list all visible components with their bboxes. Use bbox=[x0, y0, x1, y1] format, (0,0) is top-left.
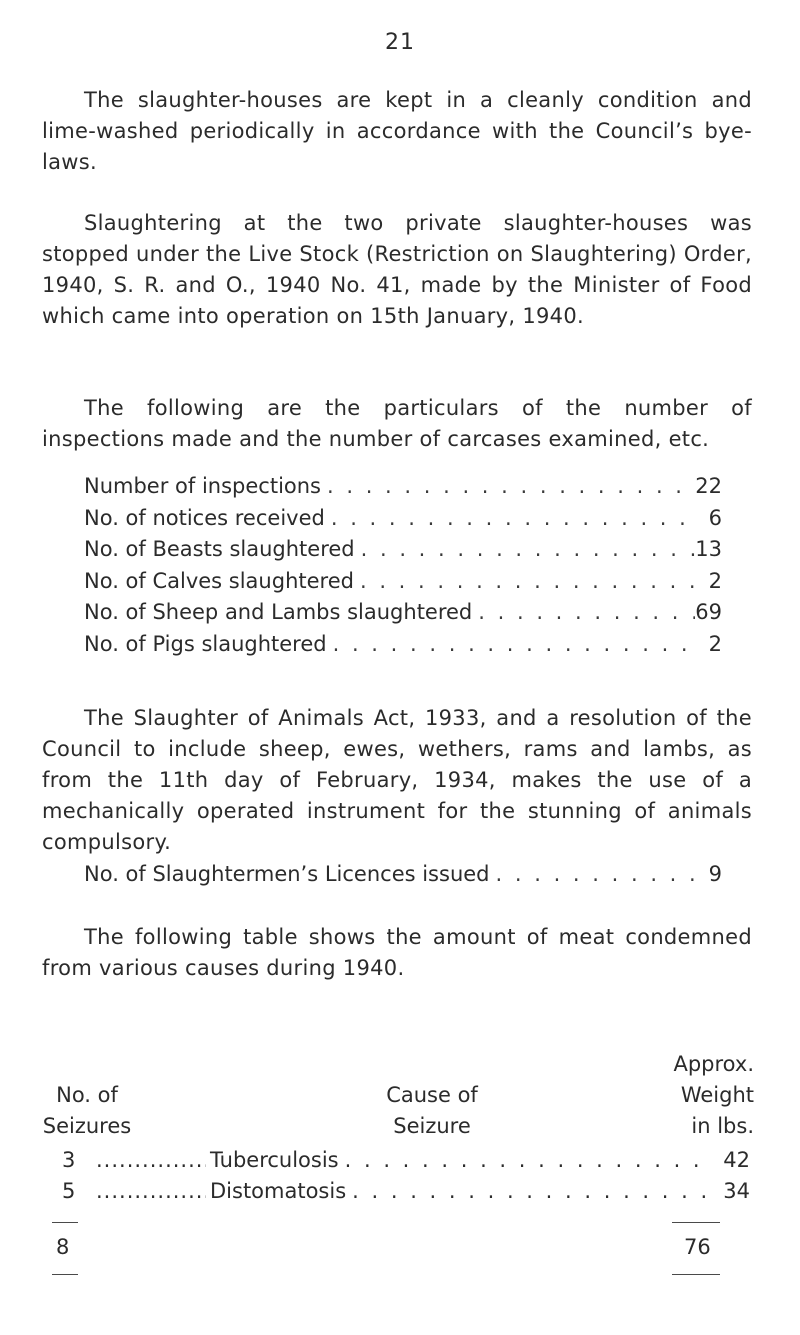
licences-value: 9 bbox=[708, 862, 722, 886]
dot-leader bbox=[355, 534, 696, 566]
dot-leader bbox=[84, 1145, 206, 1176]
stat-label: No. of Sheep and Lambs slaughtered bbox=[84, 600, 473, 624]
dot-leader bbox=[321, 471, 695, 503]
inspection-stats-list bbox=[84, 471, 722, 660]
header-text: No. of bbox=[56, 1083, 118, 1107]
table-row bbox=[42, 1176, 754, 1207]
header-text: Seizure bbox=[393, 1114, 471, 1138]
seizure-count: 5 bbox=[62, 1179, 76, 1203]
dot-leader bbox=[472, 597, 695, 629]
stat-label: No. of notices received bbox=[84, 505, 325, 530]
licences-label: No. of Slaughtermen’s Licences issued bbox=[84, 862, 490, 886]
header-seizures bbox=[42, 1080, 132, 1142]
dot-leader bbox=[339, 1145, 710, 1176]
page-number: 21 bbox=[385, 30, 415, 55]
licences-stat bbox=[84, 859, 722, 890]
stat-label: No. of Pigs slaughtered bbox=[84, 631, 327, 656]
stat-label: No. of Beasts slaughtered bbox=[84, 537, 355, 561]
paragraph-restriction-order: Slaughtering at the two private slaughter-houses was stopped under the Live Stock (Restriction on Slaughtering) Order, 1940, S. R. and O., 1940 No. 41, made by the Minister of Food which came into operation on 15th January, 1940. bbox=[42, 211, 752, 328]
stat-row-notices bbox=[84, 503, 722, 535]
seizure-table-header bbox=[42, 1049, 754, 1145]
dot-leader bbox=[490, 859, 696, 890]
stat-label: Number of inspections bbox=[84, 474, 321, 498]
paragraph-cleanliness: The slaughter-houses are kept in a cleanly condition and lime-washed periodically in accordance with the Council’s bye-laws. bbox=[42, 88, 752, 174]
paragraph-slaughter-act: The Slaughter of Animals Act, 1933, and a resolution of the Council to include sheep, ewes, wethers, rams and lambs, as from the 11th day of February, 1934, makes the use of a mechanically operated instrument for the stunning of animals compulsory. bbox=[42, 706, 752, 854]
stat-value: 13 bbox=[695, 537, 722, 561]
paragraph-table-intro: The following table shows the amount of meat condemned from various causes during 1940. bbox=[42, 925, 752, 980]
paragraph-inspections-intro: The following are the particulars of the number of inspections made and the number of carcases examined, etc. bbox=[42, 396, 752, 451]
stat-value: 6 bbox=[708, 505, 722, 530]
seizure-table bbox=[42, 1049, 754, 1207]
dot-leader bbox=[346, 1176, 710, 1207]
dot-leader bbox=[327, 629, 696, 661]
seizure-cause: Distomatosis bbox=[210, 1179, 347, 1203]
stat-value: 2 bbox=[708, 568, 722, 593]
total-weight: 76 bbox=[684, 1235, 711, 1259]
stat-row-sheep-lambs bbox=[84, 597, 722, 629]
stat-row-calves bbox=[84, 566, 722, 598]
total-rule-weight-bottom bbox=[672, 1274, 720, 1275]
header-text: Weight bbox=[680, 1083, 754, 1107]
header-weight bbox=[644, 1049, 754, 1142]
header-text: in lbs. bbox=[691, 1114, 754, 1138]
header-cause bbox=[342, 1080, 522, 1142]
dot-leader bbox=[325, 503, 696, 535]
stat-value: 22 bbox=[695, 474, 722, 498]
stat-value: 69 bbox=[695, 600, 722, 624]
total-rule-count-top bbox=[52, 1222, 78, 1223]
stat-row-pigs bbox=[84, 629, 722, 661]
stat-row-inspections bbox=[84, 471, 722, 503]
header-text: Cause of bbox=[386, 1083, 478, 1107]
dot-leader bbox=[84, 1176, 206, 1207]
seizure-count: 3 bbox=[62, 1148, 76, 1172]
seizure-weight: 42 bbox=[723, 1148, 750, 1172]
stat-row-beasts bbox=[84, 534, 722, 566]
stat-value: 2 bbox=[708, 631, 722, 656]
header-text: Approx. bbox=[673, 1052, 754, 1076]
table-row bbox=[42, 1145, 754, 1176]
total-rule-count-bottom bbox=[52, 1274, 78, 1275]
total-seizures: 8 bbox=[56, 1235, 70, 1259]
header-text: Seizures bbox=[42, 1114, 132, 1138]
seizure-cause: Tuberculosis bbox=[210, 1148, 339, 1172]
total-rule-weight-top bbox=[672, 1222, 720, 1223]
dot-leader bbox=[354, 566, 696, 598]
seizure-weight: 34 bbox=[723, 1179, 750, 1203]
stat-label: No. of Calves slaughtered bbox=[84, 568, 354, 593]
